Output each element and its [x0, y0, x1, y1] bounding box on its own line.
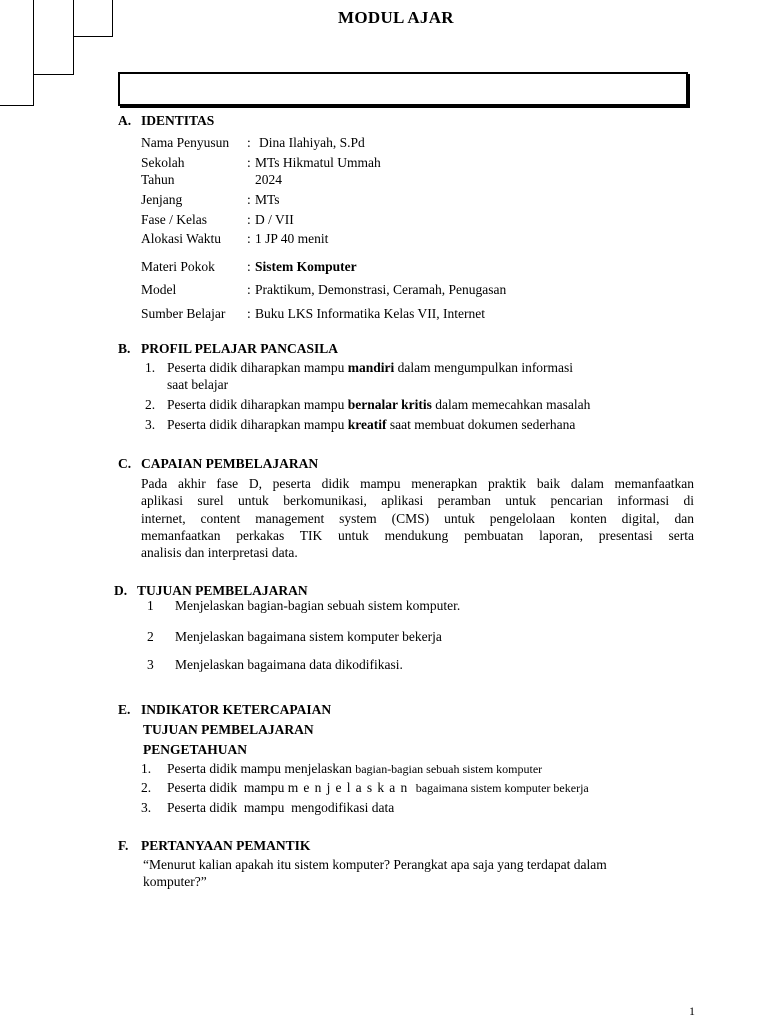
identity-label: Tahun [141, 172, 175, 187]
identity-value: Buku LKS Informatika Kelas VII, Internet [255, 306, 485, 321]
identity-sep: : [247, 231, 251, 246]
identity-label: Fase / Kelas [141, 212, 207, 227]
list-item-text: saat membuat dokumen sederhana [389, 417, 576, 432]
identity-label: Model [141, 282, 177, 297]
list-item-text: Peserta didik diharapkan mampu [167, 397, 345, 412]
list-item-text: Peserta didik mampu menjelaskan [167, 761, 352, 776]
identity-label: Sumber Belajar [141, 306, 226, 321]
list-item-text: dalam memecahkan masalah [435, 397, 591, 412]
list-item-text: Peserta didik mampu [167, 780, 285, 795]
paragraph-line: memanfaatkan perkakas TIK untuk mendukung pembuatan laporan, presentasi serta [141, 527, 694, 543]
paragraph-line: Pada akhir fase D, peserta didik mampu menerapkan praktik baik dalam memanfaatkan [141, 476, 694, 491]
list-item [167, 360, 573, 376]
identity-label: Materi Pokok [141, 259, 215, 274]
paragraph-line: analisis dan interpretasi data. [141, 545, 298, 561]
list-item-number: 3 [147, 657, 154, 672]
section-d-letter: D. [114, 583, 128, 598]
corner-frame-2 [33, 0, 74, 75]
paragraph-line: internet, content management system (CMS) untuk pengelolaan konten digital, dan [141, 510, 694, 526]
section-b-heading: PROFIL PELAJAR PANCASILA [141, 341, 339, 356]
list-item-emphasis: mandiri [347, 360, 395, 375]
list-item-text: Peserta didik diharapkan mampu [167, 360, 345, 375]
page-number: 1 [689, 1004, 695, 1018]
list-item-text: Menjelaskan bagian-bagian sebuah sistem komputer. [175, 598, 461, 613]
section-f-letter: F. [118, 838, 129, 853]
blank-header-box [118, 72, 688, 106]
section-e-subheading: PENGETAHUAN [143, 742, 248, 757]
list-item-number: 2 [147, 629, 154, 644]
identity-label: Sekolah [141, 155, 185, 170]
identity-value: 2024 [255, 172, 282, 187]
list-item-number: 2. [141, 780, 152, 795]
list-item-text: Peserta didik diharapkan mampu [167, 417, 345, 432]
identity-value: MTs Hikmatul Ummah [255, 155, 381, 170]
list-item-text: Menjelaskan bagaimana sistem komputer bekerja [175, 629, 442, 644]
list-item [167, 780, 589, 796]
section-c-heading: CAPAIAN PEMBELAJARAN [141, 456, 319, 471]
identity-sep: : [247, 282, 251, 297]
section-c-letter: C. [118, 456, 132, 471]
identity-label: Jenjang [141, 192, 183, 207]
list-item-text: Menjelaskan bagaimana data dikodifikasi. [175, 657, 403, 672]
identity-sep: : [247, 155, 251, 170]
list-item-number: 1 [147, 598, 154, 613]
identity-value: Dina Ilahiyah, S.Pd [259, 135, 365, 150]
list-item [167, 761, 542, 777]
identity-sep: : [247, 259, 251, 274]
identity-label: Alokasi Waktu [141, 231, 222, 246]
list-item-number: 1. [141, 761, 152, 776]
corner-frame-1 [0, 0, 34, 106]
identity-sep: : [247, 192, 251, 207]
section-e-subheading: TUJUAN PEMBELAJARAN [143, 722, 314, 737]
list-item-number: 3. [141, 800, 152, 815]
identity-sep: : [247, 212, 251, 227]
section-b-letter: B. [118, 341, 131, 356]
list-item-number: 1. [145, 360, 156, 375]
list-item-text: Peserta didik mampu mengodifikasi data [167, 800, 395, 815]
list-item-emphasis: kreatif [347, 417, 387, 432]
section-e-heading: INDIKATOR KETERCAPAIAN [141, 702, 332, 717]
identity-value: MTs [255, 192, 280, 207]
list-item-number: 3. [145, 417, 156, 432]
identity-sep: : [247, 135, 251, 150]
identity-value: 1 JP 40 menit [255, 231, 329, 246]
section-a-letter: A. [118, 113, 132, 128]
paragraph-line: aplikasi surel untuk berkomunikasi, aplikasi peramban untuk pencarian informasi di [141, 493, 694, 509]
list-item-text: dalam mengumpulkan informasi [397, 360, 574, 375]
list-item-continuation: saat belajar [167, 377, 229, 392]
section-d-heading: TUJUAN PEMBELAJARAN [137, 583, 308, 598]
pemantik-question-line: komputer?” [143, 874, 207, 889]
list-item-number: 2. [145, 397, 156, 412]
section-a-heading: IDENTITAS [141, 113, 215, 128]
section-f-heading: PERTANYAAN PEMANTIK [141, 838, 311, 853]
list-item-text-small: bagian-bagian sebuah sistem komputer [355, 762, 543, 776]
capaian-paragraph [141, 475, 694, 561]
document-title: MODUL AJAR [338, 8, 454, 27]
list-item-text-spaced: menjelaskan [287, 780, 413, 795]
identity-value: Sistem Komputer [255, 259, 357, 274]
list-item [167, 417, 575, 433]
corner-frame-3 [73, 0, 113, 37]
list-item-emphasis: bernalar kritis [347, 397, 432, 412]
identity-value: Praktikum, Demonstrasi, Ceramah, Penugasan [255, 282, 507, 297]
identity-label: Nama Penyusun [141, 135, 230, 150]
section-e-letter: E. [118, 702, 131, 717]
identity-sep: : [247, 306, 251, 321]
list-item-text-small: bagaimana sistem komputer bekerja [415, 781, 589, 795]
list-item [167, 397, 590, 413]
identity-value: D / VII [255, 212, 294, 227]
pemantik-question-line: “Menurut kalian apakah itu sistem komputer? Perangkat apa saja yang terdapat dalam [143, 857, 607, 872]
